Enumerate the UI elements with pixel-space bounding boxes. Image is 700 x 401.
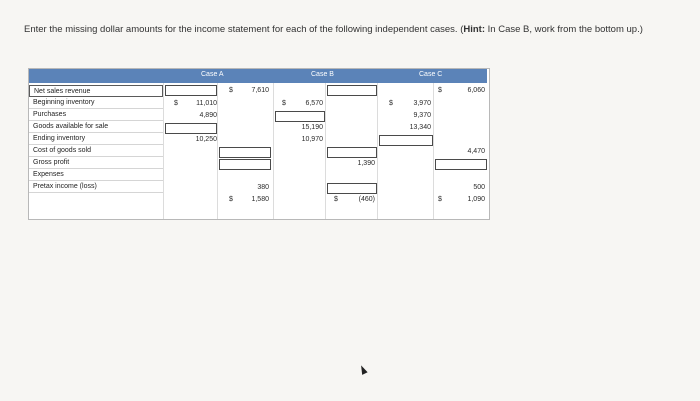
case-c-beg-inv-dollar: $ — [389, 100, 393, 107]
row-label-net-sales: Net sales revenue — [29, 85, 163, 97]
case-c-pretax-dollar: $ — [438, 196, 442, 203]
case-b-purchases-input[interactable] — [275, 111, 325, 122]
case-a-purchases: 4,890 — [199, 112, 217, 119]
row-label-expenses: Expenses — [29, 169, 163, 181]
case-b-pretax-dollar: $ — [334, 196, 338, 203]
case-b-expenses-input[interactable] — [327, 183, 377, 194]
row-labels — [29, 85, 163, 193]
instructions: Enter the missing dollar amounts for the income statement for each of the following independent cases. (Hint: In Case B, work from the bottom up.) — [24, 24, 643, 35]
case-b-beginning-inventory: 6,570 — [305, 100, 323, 107]
row-label-goods-available: Goods available for sale — [29, 121, 163, 133]
case-a-gross-profit-input[interactable] — [219, 159, 271, 170]
table-header — [29, 69, 487, 83]
case-b-net-sales-input[interactable] — [327, 85, 377, 96]
instructions-text: Enter the missing dollar amounts for the income statement for each of the following independent cases. — [24, 24, 458, 35]
case-a-ending-inventory: 10,250 — [195, 136, 217, 143]
case-b-header: Case B — [311, 71, 334, 78]
case-c-net-sales-dollar: $ — [438, 87, 442, 94]
case-a-pretax-dollar: $ — [229, 196, 233, 203]
mouse-cursor-icon — [358, 364, 367, 375]
case-b-beg-inv-dollar: $ — [282, 100, 286, 107]
case-a-net-sales-label-input[interactable] — [165, 85, 217, 96]
case-b-pretax-income: (460) — [358, 196, 375, 203]
case-a-header: Case A — [201, 71, 224, 78]
case-a-cogs-input[interactable] — [219, 147, 271, 158]
case-a-net-sales-dollar: $ — [229, 87, 233, 94]
case-c-header: Case C — [419, 71, 443, 78]
case-a-expenses: 380 — [257, 184, 269, 191]
case-a-goods-available-input[interactable] — [165, 123, 217, 134]
row-label-cogs: Cost of goods sold — [29, 145, 163, 157]
case-c-gross-profit-input[interactable] — [435, 159, 487, 170]
case-c-ending-inventory-input[interactable] — [379, 135, 433, 146]
case-a-net-sales: 7,610 — [251, 87, 269, 94]
case-c-beginning-inventory: 3,970 — [413, 100, 431, 107]
case-c-goods-available: 13,340 — [409, 124, 431, 131]
case-c-cogs: 4,470 — [467, 148, 485, 155]
case-b-cogs-input[interactable] — [327, 147, 377, 158]
row-label-ending-inventory: Ending inventory — [29, 133, 163, 145]
case-c-expenses: 500 — [473, 184, 485, 191]
case-b-ending-inventory: 10,970 — [301, 136, 323, 143]
case-a-pretax-income: 1,580 — [251, 196, 269, 203]
case-b-goods-available: 15,190 — [301, 124, 323, 131]
row-label-purchases: Purchases — [29, 109, 163, 121]
case-c-purchases: 9,370 — [413, 112, 431, 119]
row-label-pretax: Pretax income (loss) — [29, 181, 163, 193]
case-c-pretax-income: 1,090 — [467, 196, 485, 203]
row-label-beginning-inventory: Beginning inventory — [29, 97, 163, 109]
case-a-beg-inv-dollar: $ — [174, 100, 178, 107]
hint-label: Hint: — [463, 24, 486, 35]
case-a-beginning-inventory: 11,010 — [196, 100, 217, 107]
hint-text: In Case B, work from the bottom up. — [487, 24, 640, 35]
case-c-net-sales: 6,060 — [467, 87, 485, 94]
row-label-gross-profit: Gross profit — [29, 157, 163, 169]
case-b-gross-profit: 1,390 — [357, 160, 375, 167]
income-statement-table — [28, 68, 490, 220]
